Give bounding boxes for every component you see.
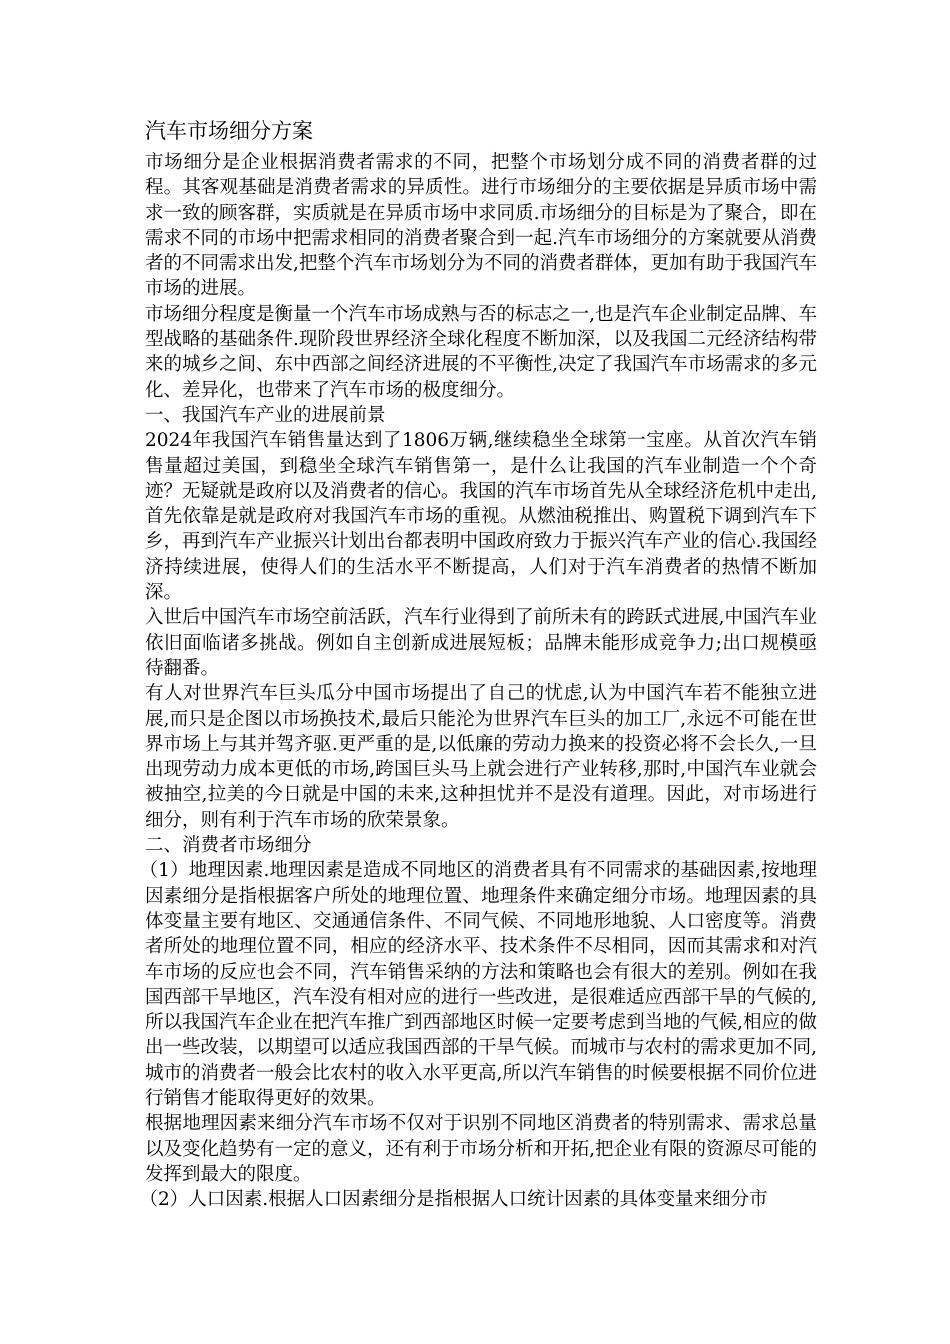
document-page [139, 115, 817, 1212]
section-heading-industry-prospects: 一、我国汽车产业的进展前景 [145, 404, 386, 426]
paragraph-geographic-benefits: 根据地理因素来细分汽车市场不仅对于识别不同地区消费者的特别需求、需求总量以及变化趋势有一定的意义，还有利于市场分析和开拓,把企业有限的资源尽可能的发挥到最大的限度。 [145, 1113, 817, 1185]
section-heading-consumer-segmentation: 二、消费者市场细分 [145, 835, 312, 857]
paragraph-market-concerns: 有人对世界汽车巨头瓜分中国市场提出了自己的忧虑,认为中国汽车若不能独立进展,而只是企图以市场换技术,最后只能沦为世界汽车巨头的加工厂,永远不可能在世界市场上与其并驾齐驱.更严重的是,以低廉的劳动力换来的投资必将不会长久,一旦出现劳动力成本更低的市场,跨国巨头马上就会进行产业转移,那时,中国汽车业就会被抽空,拉美的今日就是中国的未来,这种担忧并不是没有道理。因此，对市场进行细分，则有利于汽车市场的欣荣景象。 [145, 683, 817, 831]
paragraph-intro: 市场细分是企业根据消费者需求的不同，把整个市场划分成不同的消费者群的过程。其客观基础是消费者需求的异质性。进行市场细分的主要依据是异质市场中需求一致的顾客群，实质就是在异质市场中求同质.市场细分的目标是为了聚合，即在需求不同的市场中把需求相同的消费者聚合到一起.汽车市场细分的方案就要从消费者的不同需求出发,把整个汽车市场划分为不同的消费者群体，更加有助于我国汽车市场的进展。 [145, 152, 817, 300]
paragraph-geographic-factors: （1）地理因素.地理因素是造成不同地区的消费者具有不同需求的基础因素,按地理因素细分是指根据客户所处的地理位置、地理条件来确定细分市场。地理因素的具体变量主要有地区、交通通信条件、不同气候、不同地形地貌、人口密度等。消费者所处的地理位置不同，相应的经济水平、技术条件不尽相同，因而其需求和对汽车市场的反应也会不同，汽车销售采纳的方法和策略也会有很大的差别。例如在我国西部干旱地区，汽车没有相对应的进行一些改进，是很难适应西部干旱的气候的,所以我国汽车企业在把汽车推广到西部地区时候一定要考虑到当地的气候,相应的做出一些改装，以期望可以适应我国西部的干旱气候。而城市与农村的需求更加不同,城市的消费者一般会比农村的收入水平更高,所以汽车销售的时候要根据不同价位进行销售才能取得更好的效果。 [139, 860, 817, 1109]
document-title: 汽车市场细分方案 [145, 119, 313, 143]
paragraph-sales-2024: 2024年我国汽车销售量达到了1806万辆,继续稳坐全球第一宝座。从首次汽车销售量超过美国，到稳坐全球汽车销售第一，是什么让我国的汽车业制造一个个奇迹？无疑就是政府以及消费者的信心。我国的汽车市场首先从全球经济危机中走出,首先依靠是就是政府对我国汽车市场的重视。从燃油税推出、购置税下调到汽车下乡，再到汽车产业振兴计划出台都表明中国政府致力于振兴汽车产业的信心.我国经济持续进展，使得人们的生活水平不断提高，人们对于汽车消费者的热情不断加深。 [145, 430, 817, 604]
paragraph-demographic-factors: （2）人口因素.根据人口因素细分是指根据人口统计因素的具体变量来细分市 [139, 1189, 768, 1211]
paragraph-segmentation-degree: 市场细分程度是衡量一个汽车市场成熟与否的标志之一,也是汽车企业制定品牌、车型战略的基础条件.现阶段世界经济全球化程度不断加深，以及我国二元经济结构带来的城乡之间、东中西部之间经济进展的不平衡性,决定了我国汽车市场需求的多元化、差异化，也带来了汽车市场的极度细分。 [145, 303, 817, 401]
paragraph-wto-challenges: 入世后中国汽车市场空前活跃，汽车行业得到了前所未有的跨跃式进展,中国汽车业依旧面临诸多挑战。例如自主创新成进展短板；品牌未能形成竞争力;出口规模亟待翻番。 [145, 607, 817, 679]
